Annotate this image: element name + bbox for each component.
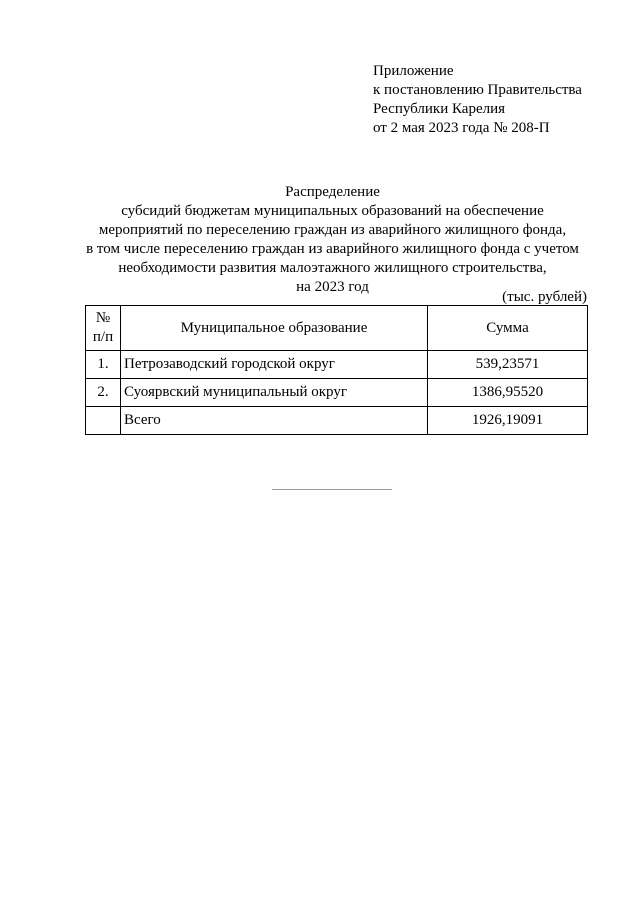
- row-sum: 1386,95520: [428, 379, 588, 407]
- end-divider: [272, 489, 392, 490]
- appendix-line: от 2 мая 2023 года № 208-П: [373, 120, 550, 136]
- title-line: Распределение: [285, 184, 380, 200]
- row-number: [86, 407, 121, 435]
- appendix-line: к постановлению Правительства: [373, 82, 582, 98]
- row-municipality: Суоярвский муниципальный округ: [121, 379, 428, 407]
- row-total-label: Всего: [121, 407, 428, 435]
- row-total-sum: 1926,19091: [428, 407, 588, 435]
- table-header-row: [86, 306, 588, 351]
- appendix-line: Приложение: [373, 63, 454, 79]
- distribution-table: [85, 305, 588, 435]
- header-number-line1: №: [95, 310, 111, 326]
- title-line: на 2023 год: [296, 279, 369, 295]
- row-municipality: Петрозаводский городской округ: [121, 351, 428, 379]
- title-line: субсидий бюджетам муниципальных образований на обеспечение: [121, 203, 544, 219]
- document-title: [60, 183, 605, 297]
- row-number: 2.: [86, 379, 121, 407]
- appendix-header: [373, 62, 582, 138]
- header-number-line2: п/п: [92, 329, 114, 345]
- header-number: [86, 306, 121, 351]
- header-municipality: Муниципальное образование: [121, 306, 428, 351]
- table-row: [86, 379, 588, 407]
- title-line: в том числе переселению граждан из аварийного жилищного фонда с учетом: [86, 241, 579, 257]
- appendix-line: Республики Карелия: [373, 101, 506, 117]
- units-label: (тыс. рублей): [502, 289, 587, 305]
- row-number: 1.: [86, 351, 121, 379]
- table-row: [86, 351, 588, 379]
- title-line: необходимости развития малоэтажного жилищного строительства,: [118, 260, 547, 276]
- title-line: мероприятий по переселению граждан из аварийного жилищного фонда,: [98, 222, 567, 238]
- header-sum: Сумма: [428, 306, 588, 351]
- table-total-row: [86, 407, 588, 435]
- row-sum: 539,23571: [428, 351, 588, 379]
